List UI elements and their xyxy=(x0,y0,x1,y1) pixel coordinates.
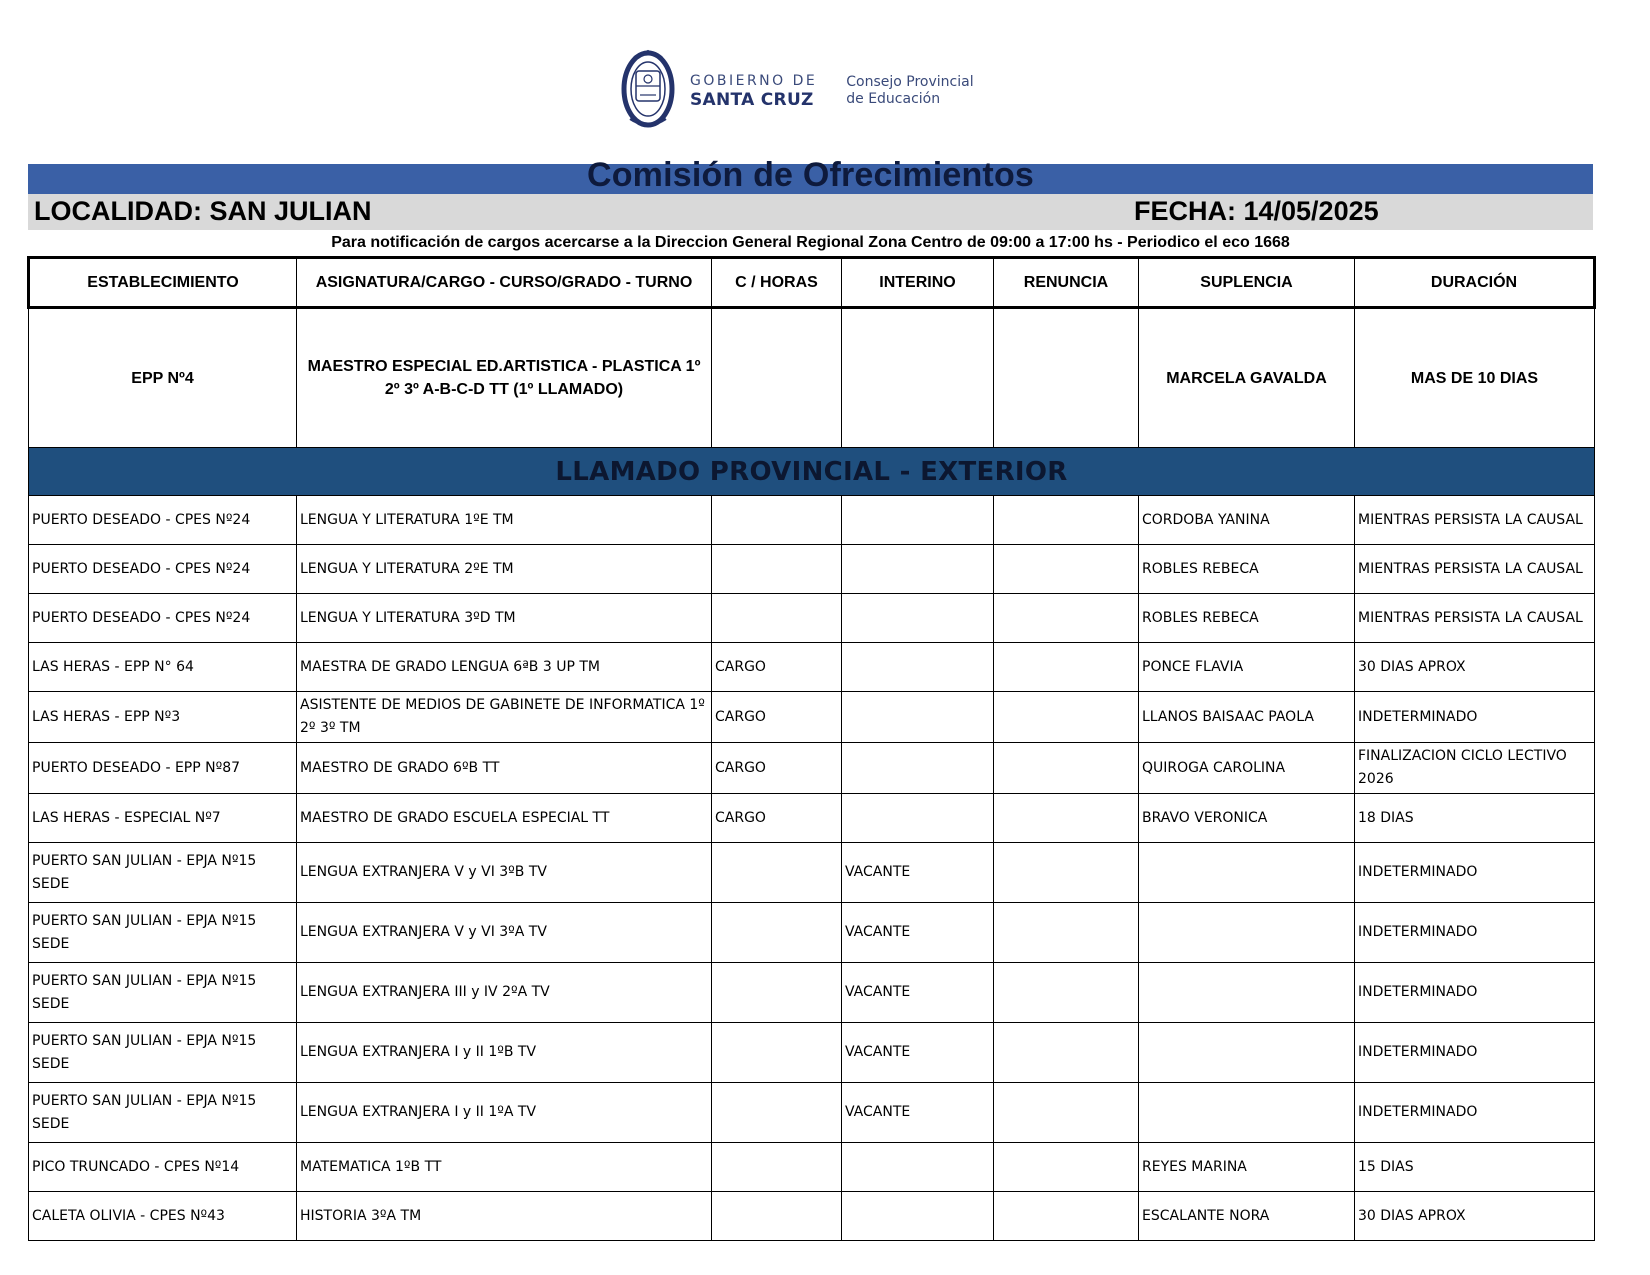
cell-renuncia xyxy=(994,594,1139,643)
cell-duracion: INDETERMINADO xyxy=(1355,903,1595,963)
cell-establecimiento: PUERTO SAN JULIAN - EPJA Nº15 SEDE xyxy=(29,1023,297,1083)
cell-c-horas: CARGO xyxy=(712,643,842,692)
cell-asignatura: LENGUA Y LITERATURA 3ºD TM xyxy=(297,594,712,643)
cell-establecimiento: PUERTO SAN JULIAN - EPJA Nº15 SEDE xyxy=(29,843,297,903)
cell-duracion: 15 DIAS xyxy=(1355,1143,1595,1192)
cell-interino: VACANTE xyxy=(842,1023,994,1083)
cell-asignatura: MAESTRO DE GRADO ESCUELA ESPECIAL TT xyxy=(297,794,712,843)
table-row xyxy=(29,545,1595,594)
cell-establecimiento: EPP Nº4 xyxy=(29,308,297,448)
cell-c-horas xyxy=(712,496,842,545)
cell-suplencia: PONCE FLAVIA xyxy=(1139,643,1355,692)
cell-establecimiento: PUERTO SAN JULIAN - EPJA Nº15 SEDE xyxy=(29,1083,297,1143)
cell-renuncia xyxy=(994,496,1139,545)
cell-renuncia xyxy=(994,903,1139,963)
cell-c-horas: CARGO xyxy=(712,692,842,743)
table-row xyxy=(29,963,1595,1023)
cell-duracion: INDETERMINADO xyxy=(1355,1023,1595,1083)
section-row xyxy=(29,448,1595,496)
cell-interino xyxy=(842,594,994,643)
cell-asignatura: LENGUA Y LITERATURA 2ºE TM xyxy=(297,545,712,594)
cell-establecimiento: LAS HERAS - EPP Nº3 xyxy=(29,692,297,743)
header-suplencia: SUPLENCIA xyxy=(1139,258,1355,308)
cell-establecimiento: PUERTO DESEADO - CPES Nº24 xyxy=(29,545,297,594)
cell-asignatura: LENGUA Y LITERATURA 1ºE TM xyxy=(297,496,712,545)
cell-asignatura: MAESTRO DE GRADO 6ºB TT xyxy=(297,743,712,794)
table-header-row xyxy=(29,258,1595,308)
cell-duracion: MIENTRAS PERSISTA LA CAUSAL xyxy=(1355,496,1595,545)
cell-renuncia xyxy=(994,843,1139,903)
cell-duracion: INDETERMINADO xyxy=(1355,963,1595,1023)
cell-interino: VACANTE xyxy=(842,843,994,903)
cell-asignatura: MAESTRA DE GRADO LENGUA 6ªB 3 UP TM xyxy=(297,643,712,692)
cell-renuncia xyxy=(994,1023,1139,1083)
cell-renuncia xyxy=(994,643,1139,692)
cell-renuncia xyxy=(994,1192,1139,1241)
cell-c-horas xyxy=(712,545,842,594)
cell-establecimiento: LAS HERAS - EPP N° 64 xyxy=(29,643,297,692)
table-row xyxy=(29,1023,1595,1083)
header-renuncia: RENUNCIA xyxy=(994,258,1139,308)
header-c-horas: C / HORAS xyxy=(712,258,842,308)
cell-establecimiento: CALETA OLIVIA - CPES Nº43 xyxy=(29,1192,297,1241)
cell-c-horas xyxy=(712,1143,842,1192)
table-row xyxy=(29,692,1595,743)
cell-c-horas: CARGO xyxy=(712,794,842,843)
table-row xyxy=(29,308,1595,448)
cell-establecimiento: PUERTO DESEADO - EPP Nº87 xyxy=(29,743,297,794)
cell-renuncia xyxy=(994,743,1139,794)
table-row xyxy=(29,903,1595,963)
cell-duracion: MIENTRAS PERSISTA LA CAUSAL xyxy=(1355,545,1595,594)
table-row xyxy=(29,1192,1595,1241)
cell-interino: VACANTE xyxy=(842,963,994,1023)
cell-duracion: FINALIZACION CICLO LECTIVO 2026 xyxy=(1355,743,1595,794)
cell-suplencia xyxy=(1139,843,1355,903)
cell-c-horas xyxy=(712,1192,842,1241)
cell-suplencia: ROBLES REBECA xyxy=(1139,545,1355,594)
cell-interino xyxy=(842,692,994,743)
cell-suplencia xyxy=(1139,963,1355,1023)
cell-establecimiento: PUERTO SAN JULIAN - EPJA Nº15 SEDE xyxy=(29,903,297,963)
cell-asignatura: LENGUA EXTRANJERA III y IV 2ºA TV xyxy=(297,963,712,1023)
table-row xyxy=(29,843,1595,903)
cell-asignatura: LENGUA EXTRANJERA V y VI 3ºB TV xyxy=(297,843,712,903)
cell-asignatura: LENGUA EXTRANJERA V y VI 3ºA TV xyxy=(297,903,712,963)
cell-interino xyxy=(842,1192,994,1241)
cell-duracion: INDETERMINADO xyxy=(1355,692,1595,743)
cell-asignatura: LENGUA EXTRANJERA I y II 1ºB TV xyxy=(297,1023,712,1083)
cell-suplencia xyxy=(1139,903,1355,963)
cell-suplencia: LLANOS BAISAAC PAOLA xyxy=(1139,692,1355,743)
cell-establecimiento: PUERTO SAN JULIAN - EPJA Nº15 SEDE xyxy=(29,963,297,1023)
cell-interino: VACANTE xyxy=(842,1083,994,1143)
logo-council xyxy=(846,74,973,108)
cell-suplencia: MARCELA GAVALDA xyxy=(1139,308,1355,448)
cell-interino xyxy=(842,643,994,692)
cell-c-horas xyxy=(712,903,842,963)
cell-duracion: MAS DE 10 DIAS xyxy=(1355,308,1595,448)
province-seal-icon xyxy=(620,49,676,133)
cell-renuncia xyxy=(994,692,1139,743)
cell-interino xyxy=(842,1143,994,1192)
offers-table xyxy=(27,256,1596,1241)
cell-c-horas xyxy=(712,594,842,643)
cell-asignatura: ASISTENTE DE MEDIOS DE GABINETE DE INFORMATICA 1º 2º 3º TM xyxy=(297,692,712,743)
cell-suplencia: REYES MARINA xyxy=(1139,1143,1355,1192)
cell-establecimiento: PUERTO DESEADO - CPES Nº24 xyxy=(29,496,297,545)
table-row xyxy=(29,1143,1595,1192)
table-row xyxy=(29,643,1595,692)
page-title: Comisión de Ofrecimientos xyxy=(586,156,1035,194)
cell-duracion: INDETERMINADO xyxy=(1355,843,1595,903)
cell-renuncia xyxy=(994,545,1139,594)
cell-c-horas xyxy=(712,843,842,903)
cell-renuncia xyxy=(994,1083,1139,1143)
table-row xyxy=(29,1083,1595,1143)
cell-asignatura: HISTORIA 3ºA TM xyxy=(297,1192,712,1241)
cell-interino xyxy=(842,545,994,594)
header-establecimiento: ESTABLECIMIENTO xyxy=(29,258,297,308)
cell-interino: VACANTE xyxy=(842,903,994,963)
cell-renuncia xyxy=(994,308,1139,448)
cell-renuncia xyxy=(994,963,1139,1023)
cell-suplencia xyxy=(1139,1083,1355,1143)
cell-suplencia: ESCALANTE NORA xyxy=(1139,1192,1355,1241)
cell-suplencia: QUIROGA CAROLINA xyxy=(1139,743,1355,794)
cell-suplencia: BRAVO VERONICA xyxy=(1139,794,1355,843)
cell-c-horas xyxy=(712,1023,842,1083)
cell-asignatura: LENGUA EXTRANJERA I y II 1ºA TV xyxy=(297,1083,712,1143)
table-row xyxy=(29,743,1595,794)
cell-asignatura: MATEMATICA 1ºB TT xyxy=(297,1143,712,1192)
cell-suplencia: CORDOBA YANINA xyxy=(1139,496,1355,545)
cell-c-horas: CARGO xyxy=(712,743,842,794)
date-label: FECHA: 14/05/2025 xyxy=(1134,196,1379,226)
cell-duracion: 30 DIAS APROX xyxy=(1355,643,1595,692)
cell-establecimiento: PUERTO DESEADO - CPES Nº24 xyxy=(29,594,297,643)
cell-interino xyxy=(842,308,994,448)
section-title: LLAMADO PROVINCIAL - EXTERIOR xyxy=(29,448,1595,496)
notice-text: Para notificación de cargos acercarse a la Direccion General Regional Zona Centro de 09:00 a 17:00 hs - Periodico el eco 1668 xyxy=(331,234,1290,251)
logo-council-line2: de Educación xyxy=(846,91,941,107)
cell-interino xyxy=(842,743,994,794)
cell-renuncia xyxy=(994,1143,1139,1192)
cell-duracion: MIENTRAS PERSISTA LA CAUSAL xyxy=(1355,594,1595,643)
logo-government-label: GOBIERNO DE xyxy=(690,72,818,89)
cell-interino xyxy=(842,794,994,843)
logo-council-line1: Consejo Provincial xyxy=(846,74,974,90)
header-asignatura: ASIGNATURA/CARGO - CURSO/GRADO - TURNO xyxy=(297,258,712,308)
cell-asignatura: MAESTRO ESPECIAL ED.ARTISTICA - PLASTICA 1º 2º 3º A-B-C-D TT (1º LLAMADO) xyxy=(297,308,712,448)
cell-c-horas xyxy=(712,1083,842,1143)
table-row xyxy=(29,496,1595,545)
cell-duracion: 30 DIAS APROX xyxy=(1355,1192,1595,1241)
table-row xyxy=(29,594,1595,643)
table-row xyxy=(29,794,1595,843)
cell-duracion: 18 DIAS xyxy=(1355,794,1595,843)
header-interino: INTERINO xyxy=(842,258,994,308)
cell-c-horas xyxy=(712,963,842,1023)
cell-interino xyxy=(842,496,994,545)
locality-label: LOCALIDAD: SAN JULIAN xyxy=(34,196,372,226)
cell-establecimiento: PICO TRUNCADO - CPES Nº14 xyxy=(29,1143,297,1192)
cell-renuncia xyxy=(994,794,1139,843)
cell-duracion: INDETERMINADO xyxy=(1355,1083,1595,1143)
cell-suplencia xyxy=(1139,1023,1355,1083)
header-duracion: DURACIÓN xyxy=(1355,258,1595,308)
logo-province-label: SANTA CRUZ xyxy=(690,89,814,110)
government-logo xyxy=(620,48,974,134)
cell-establecimiento: LAS HERAS - ESPECIAL Nº7 xyxy=(29,794,297,843)
cell-suplencia: ROBLES REBECA xyxy=(1139,594,1355,643)
cell-c-horas xyxy=(712,308,842,448)
